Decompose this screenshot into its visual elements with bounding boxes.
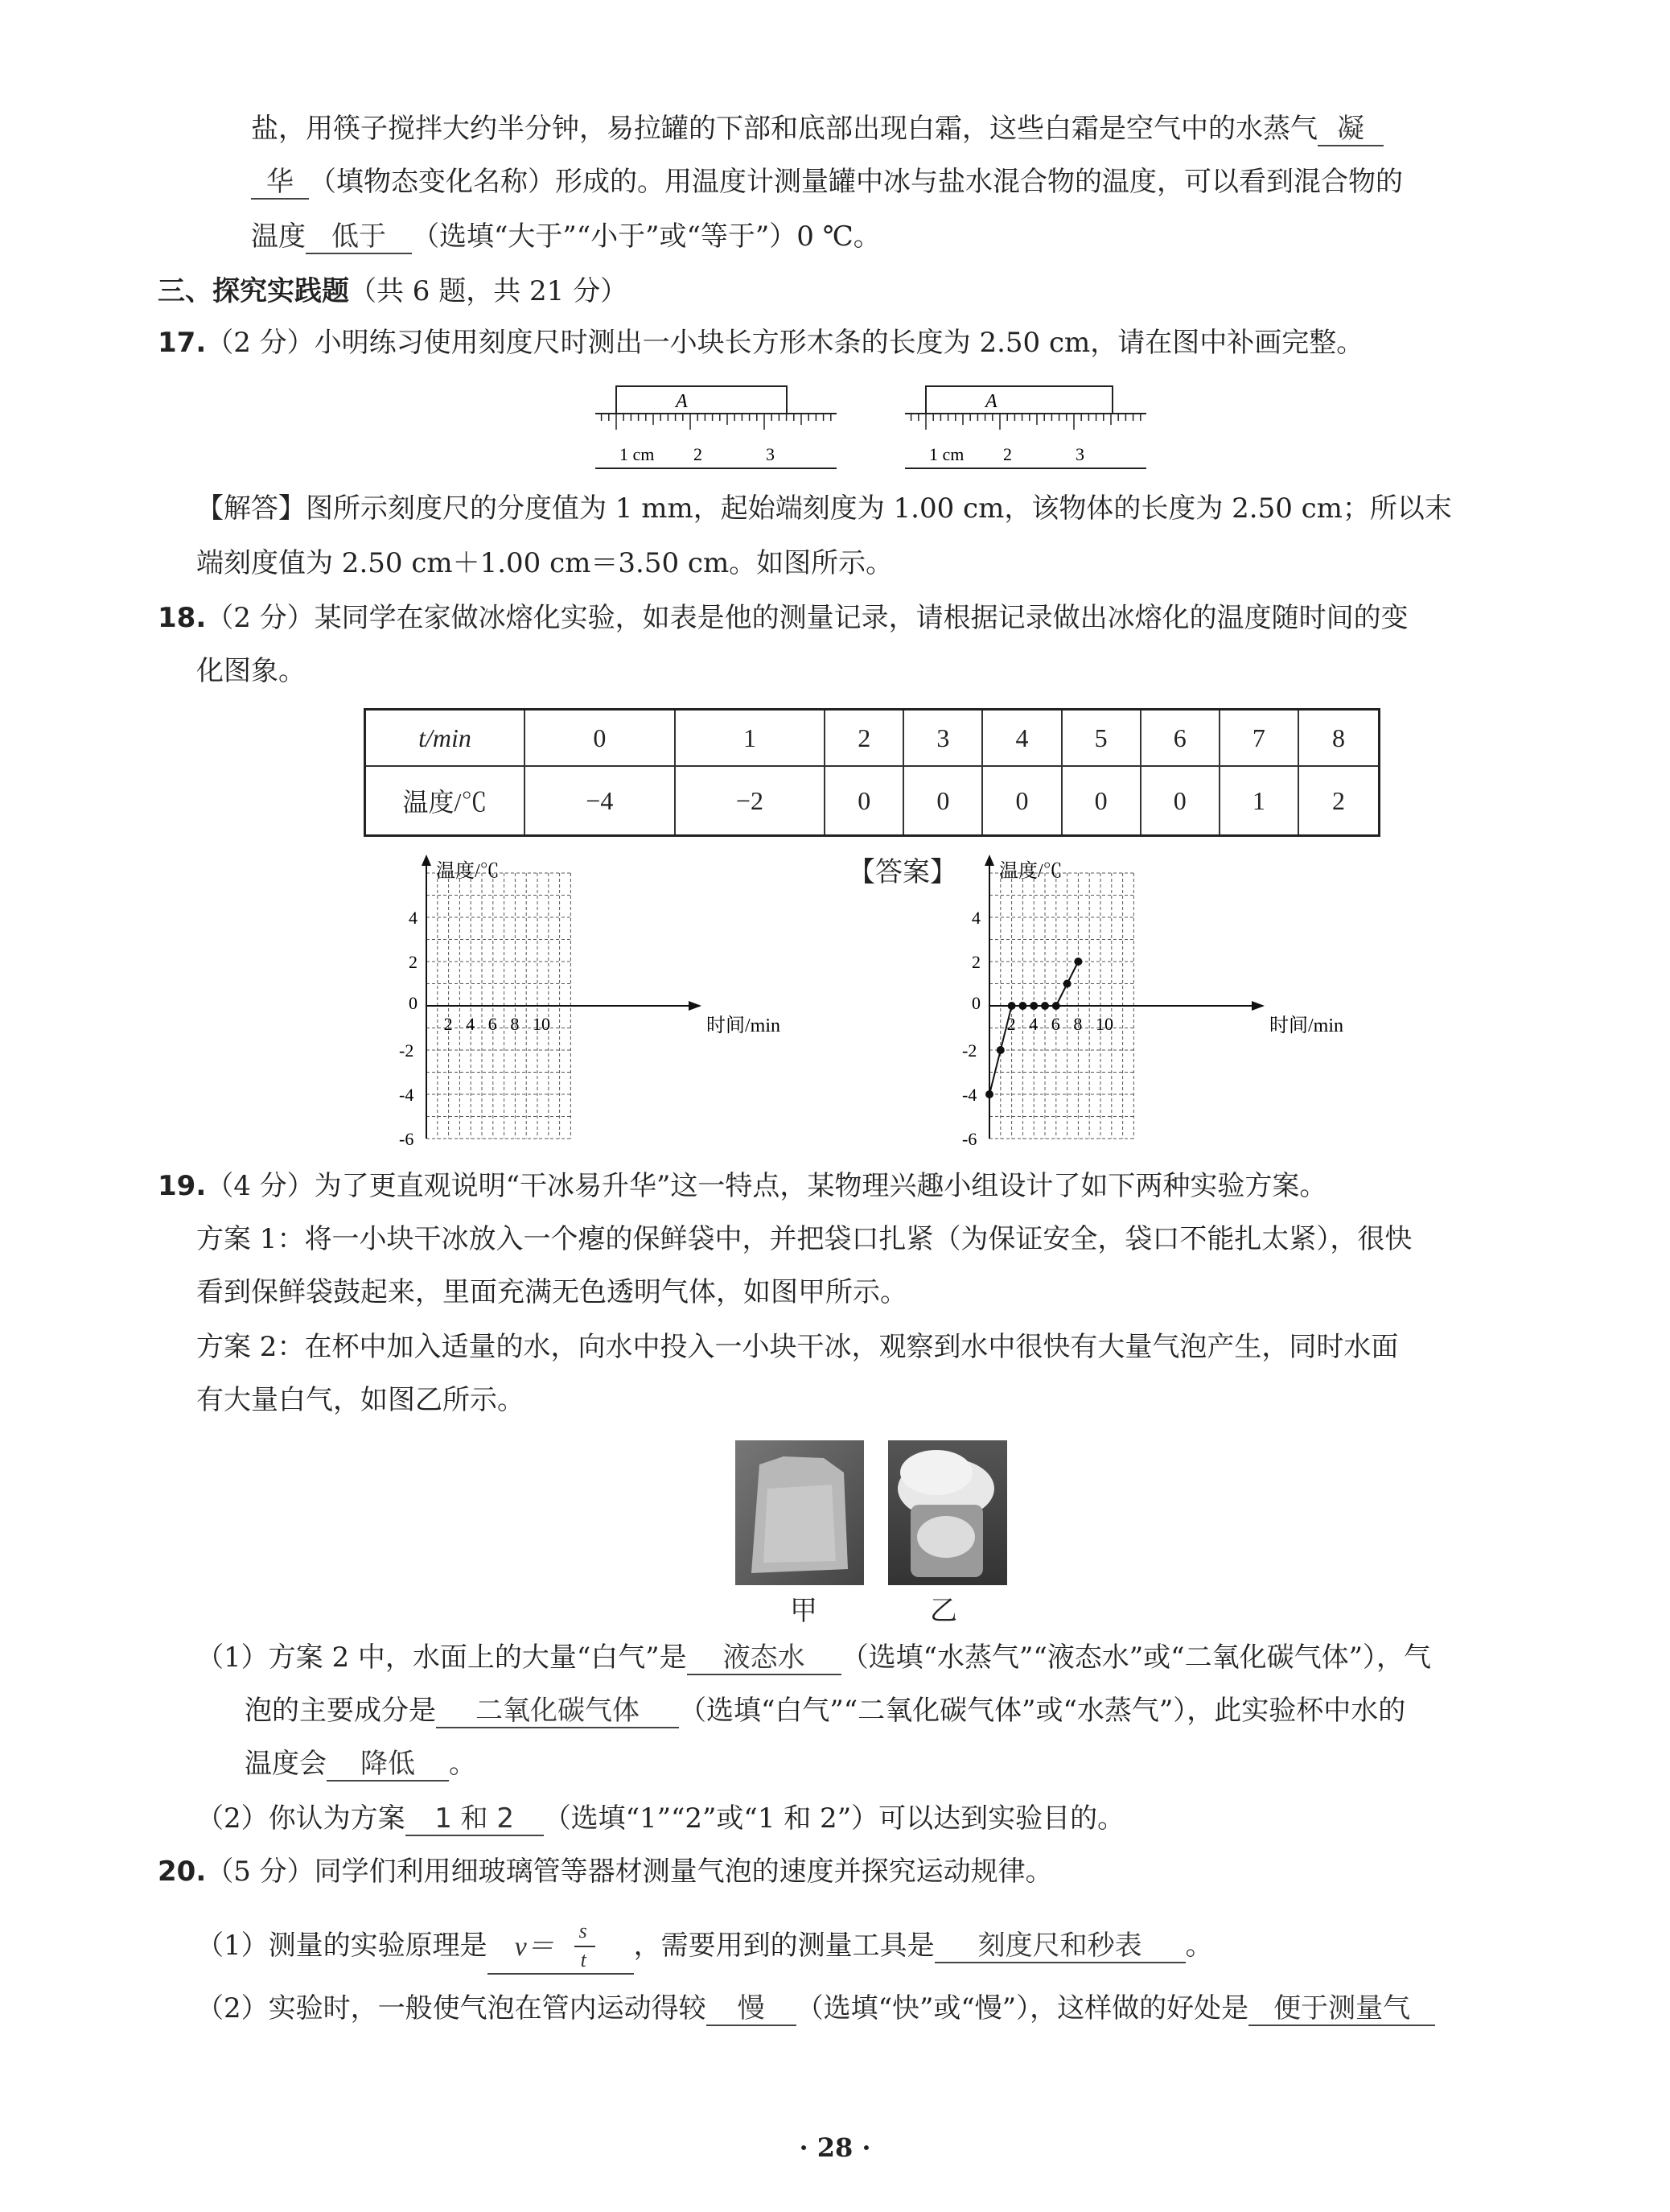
- q19-part2: （2）你认为方案 1 和 2 （选填“1”“2”或“1 和 2”）可以达到实验目的。: [196, 1802, 1125, 1835]
- intro-line-2: 华 （填物态变化名称）形成的。用温度计测量罐中冰与盐水混合物的温度，可以看到混合物的: [251, 164, 1403, 200]
- tick-label: 2: [409, 952, 418, 972]
- svg-text:3: 3: [766, 444, 775, 464]
- figure-label-a: 甲: [790, 1595, 817, 1627]
- answer-blank: 凝: [1318, 113, 1384, 146]
- ruler-right: [905, 386, 1146, 468]
- table-cell: 0: [524, 710, 675, 767]
- tick-label: 8: [510, 1014, 520, 1034]
- tick-label: 8: [1073, 1014, 1083, 1034]
- tick-label: 2: [972, 952, 981, 972]
- tick-label: -2: [399, 1040, 414, 1061]
- tick-label: 2: [1006, 1014, 1016, 1034]
- tick-label: 4: [409, 908, 418, 928]
- tick-label: 4: [466, 1014, 475, 1034]
- q19-part1-cont2: 温度会 降低 。: [245, 1748, 476, 1780]
- solution-17-cont: 端刻度值为 2.50 cm＋1.00 cm＝3.50 cm。如图所示。: [196, 547, 894, 579]
- table-cell: 0: [1141, 766, 1220, 835]
- table-cell: 0: [1062, 766, 1141, 835]
- tick-label: -6: [962, 1129, 977, 1149]
- table-cell: 1: [675, 710, 825, 767]
- table-cell: 1: [1220, 766, 1298, 835]
- table-cell: 8: [1298, 710, 1380, 767]
- y-axis-label: 温度/℃: [999, 861, 1063, 882]
- page-number: · 28 ·: [799, 2132, 871, 2163]
- answer-blank: 便于测量气: [1248, 1992, 1435, 2026]
- cup-photo: [888, 1440, 1007, 1585]
- x-axis-arrow: [1252, 1001, 1265, 1011]
- measurement-table: [364, 708, 1380, 837]
- x-axis-label: 时间/min: [1269, 1015, 1344, 1036]
- intro-line-3: 温度 低于 （选填“大于”“小于”或“等于”）0 ℃。: [251, 220, 881, 253]
- table-header: t/min: [365, 710, 525, 767]
- tick-label: -4: [399, 1085, 414, 1105]
- table-cell: 3: [903, 710, 982, 767]
- answer-blank: 液态水: [687, 1641, 841, 1675]
- table-cell: −4: [524, 766, 675, 835]
- answer-blank: 刻度尺和秒表: [935, 1930, 1186, 1963]
- bag-photo: [735, 1440, 864, 1585]
- tick-label: -2: [962, 1040, 977, 1061]
- y-axis-label: 温度/℃: [436, 861, 500, 882]
- answer-blank: 二氧化碳气体: [436, 1695, 679, 1728]
- data-point: [1052, 1002, 1060, 1010]
- data-point: [1008, 1002, 1016, 1010]
- table-cell: 0: [903, 766, 982, 835]
- table-cell: 4: [982, 710, 1061, 767]
- tick-label: 4: [972, 908, 981, 928]
- data-point: [1041, 1002, 1049, 1010]
- tick-label: 4: [1029, 1014, 1039, 1034]
- formula-blank: v＝ s t: [487, 1920, 634, 1975]
- plan-2: 方案 2：在杯中加入适量的水，向水中投入一小块干冰，观察到水中很快有大量气泡产生，同时水面: [196, 1331, 1399, 1363]
- q20-part1: （1）测量的实验原理是 v＝ s t ，需要用到的测量工具是 刻度尺和秒表 。: [196, 1920, 1213, 1975]
- table-cell: 0: [825, 766, 903, 835]
- svg-text:2: 2: [1003, 444, 1012, 464]
- block-label: A: [676, 391, 688, 412]
- x-axis-arrow: [689, 1001, 701, 1011]
- answer-temperature-chart: [941, 853, 1392, 1151]
- plan-1-cont: 看到保鲜袋鼓起来，里面充满无色透明气体，如图甲所示。: [196, 1276, 907, 1308]
- blank-temperature-chart: [378, 853, 829, 1151]
- y-axis-arrow: [422, 855, 431, 866]
- answer-blank: 降低: [327, 1748, 449, 1782]
- answer-blank: 华: [251, 166, 309, 200]
- experiment-photos: [735, 1440, 1009, 1593]
- svg-text:1 cm: 1 cm: [929, 444, 965, 464]
- question-18-cont: 化图象。: [196, 655, 306, 687]
- svg-text:2: 2: [693, 444, 702, 464]
- tick-label: -6: [399, 1129, 414, 1149]
- ruler-figures: [587, 381, 1166, 475]
- table-cell: 5: [1062, 710, 1141, 767]
- tick-label: 0: [972, 993, 981, 1013]
- block-label: A: [985, 391, 997, 412]
- answer-blank: 低于: [306, 220, 412, 254]
- tick-label: -4: [962, 1085, 977, 1105]
- table-cell: 2: [1298, 766, 1380, 835]
- answer-blank: 1 和 2: [405, 1802, 544, 1836]
- plan-2-cont: 有大量白气，如图乙所示。: [196, 1384, 524, 1416]
- tick-label: 6: [487, 1014, 497, 1034]
- data-point: [1063, 980, 1072, 988]
- plan-1: 方案 1：将一小块干冰放入一个瘪的保鲜袋中，并把袋口扎紧（为保证安全，袋口不能扎太紧），很快: [196, 1223, 1413, 1255]
- question-17: 17.（2 分）小明练习使用刻度尺时测出一小块长方形木条的长度为 2.50 cm，请在图中补画完整。: [158, 327, 1364, 359]
- x-axis-label: 时间/min: [706, 1015, 781, 1036]
- table-cell: 6: [1141, 710, 1220, 767]
- svg-text:1 cm: 1 cm: [619, 444, 655, 464]
- y-axis-arrow: [985, 855, 994, 866]
- table-cell: 0: [982, 766, 1061, 835]
- data-point: [1074, 958, 1082, 966]
- figure-label-b: 乙: [930, 1595, 957, 1627]
- data-point: [985, 1090, 993, 1098]
- q19-part1: （1）方案 2 中，水面上的大量“白气”是 液态水 （选填“水蒸气”“液态水”或“二氧化碳气体”），气: [196, 1641, 1431, 1674]
- table-row: [365, 710, 1380, 767]
- tick-label: 10: [533, 1014, 550, 1034]
- answer-blank: 慢: [706, 1992, 796, 2026]
- data-point: [1018, 1002, 1026, 1010]
- section-title: 三、探究实践题（共 6 题，共 21 分）: [158, 275, 628, 307]
- question-18: 18.（2 分）某同学在家做冰熔化实验，如表是他的测量记录，请根据记录做出冰熔化的温度随时间的变: [158, 602, 1409, 634]
- table-cell: 7: [1220, 710, 1298, 767]
- tick-label: 0: [409, 993, 418, 1013]
- question-19: 19.（4 分）为了更直观说明“干冰易升华”这一特点，某物理兴趣小组设计了如下两种实验方案。: [158, 1170, 1327, 1202]
- table-header: 温度/℃: [365, 766, 525, 835]
- question-20: 20.（5 分）同学们利用细玻璃管等器材测量气泡的速度并探究运动规律。: [158, 1856, 1053, 1888]
- table-cell: −2: [675, 766, 825, 835]
- data-point: [1030, 1002, 1038, 1010]
- intro-line-1: 盐，用筷子搅拌大约半分钟，易拉罐的下部和底部出现白霜，这些白霜是空气中的水蒸气 凝: [251, 111, 1384, 146]
- svg-text:3: 3: [1076, 444, 1084, 464]
- q20-part2: （2）实验时，一般使气泡在管内运动得较 慢 （选填“快”或“慢”），这样做的好处是 便于测量气: [196, 1991, 1435, 2026]
- tick-label: 10: [1096, 1014, 1113, 1034]
- tick-label: 6: [1051, 1014, 1060, 1034]
- table-cell: 2: [825, 710, 903, 767]
- tick-label: 2: [443, 1014, 453, 1034]
- solution-17: 【解答】图所示刻度尺的分度值为 1 mm，起始端刻度为 1.00 cm，该物体的长度为 2.50 cm；所以末: [196, 492, 1452, 525]
- table-row: [365, 766, 1380, 835]
- ruler-left: [595, 386, 837, 468]
- data-point: [997, 1046, 1005, 1054]
- answer-tag: 【答案】: [848, 856, 957, 888]
- q19-part1-cont: 泡的主要成分是 二氧化碳气体 （选填“白气”“二氧化碳气体”或“水蒸气”），此实验杯中水的: [245, 1695, 1406, 1727]
